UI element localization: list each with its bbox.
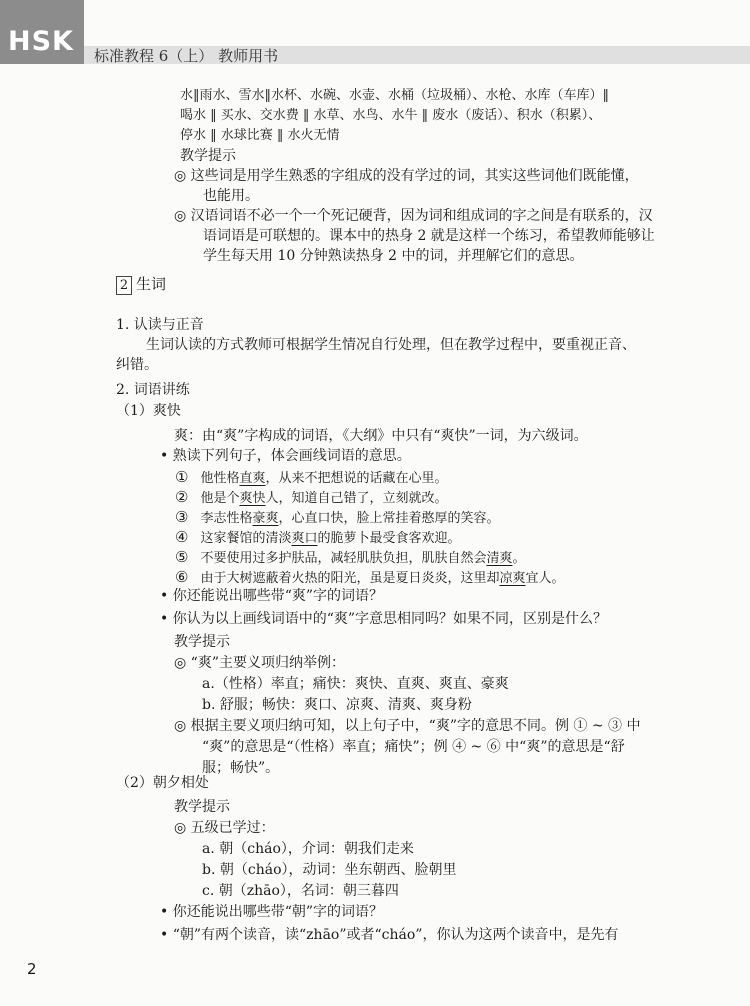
question-4: • “朝”有两个读音，读“zhāo”或者“cháo”，你认为这两个读音中，是先有 xyxy=(160,927,619,943)
subsection-1-line-2: 纠错。 xyxy=(116,357,158,373)
tip-2-line-1: ◎ 汉语词语不必一个一个死记硬背，因为词和组成词的字之间是有联系的，汉 xyxy=(174,208,653,224)
word-2-item-a: a. 朝（cháo），介词：朝我们走来 xyxy=(202,841,414,857)
word-2-item-b: b. 朝（cháo），动词：坐东朝西、脸朝里 xyxy=(202,862,457,878)
tip-b-line-1: ◎ 根据主要义项归纳可知，以上句子中，“爽”字的意思不同。例 ① ~ ③ 中 xyxy=(174,718,641,734)
word-2-tip-heading: 教学提示 xyxy=(174,799,230,815)
word-list-line-2: 喝水 ‖ 买水、交水费 ‖ 水草、水鸟、水牛 ‖ 废水（废话）、积水（积累）、 xyxy=(180,108,602,123)
example-sentence-6: ⑥ 由于大树遮蔽着火热的阳光，虽是夏日炎炎，这里却凉爽宜人。 xyxy=(175,568,565,586)
word-2-tip: ◎ 五级已学过： xyxy=(174,820,275,836)
tip-heading-2: 教学提示 xyxy=(174,634,230,650)
example-sentence-5: ⑤ 不要使用过多护肤品，减轻肌肤负担，肌肤自然会清爽。 xyxy=(175,548,526,566)
tip-a-2: b. 舒服；畅快：爽口、凉爽、清爽、爽身粉 xyxy=(202,697,472,713)
tip-1-line-2: 也能用。 xyxy=(203,188,259,204)
example-sentence-2: ② 他是个爽快人，知道自己错了，立刻就改。 xyxy=(175,488,448,506)
question-2: • 你认为以上画线词语中的“爽”字意思相同吗？如果不同，区别是什么？ xyxy=(160,611,608,627)
subsection-1-heading: 1. 认读与正音 xyxy=(116,317,204,333)
question-1: • 你还能说出哪些带“爽”字的词语？ xyxy=(160,588,384,604)
example-sentence-4: ④ 这家餐馆的清淡爽口的脆萝卜最受食客欢迎。 xyxy=(175,528,461,546)
tip-2-line-3: 学生每天用 10 分钟熟读热身 2 中的词，并理解它们的意思。 xyxy=(203,248,584,264)
subsection-2-heading: 2. 词语讲练 xyxy=(116,382,190,398)
book-title: 标准教程 6（上） 教师用书 xyxy=(94,47,279,65)
tip-b-line-2: “爽”的意思是“（性格）率直；痛快”；例 ④ ~ ⑥ 中“爽”的意思是“舒 xyxy=(202,739,625,755)
question-3: • 你还能说出哪些带“朝”字的词语？ xyxy=(160,904,384,920)
section-2-title: 生词 xyxy=(136,275,167,293)
word-2-item-c: c. 朝（zhāo），名词：朝三暮四 xyxy=(202,883,399,899)
subsection-1-line-1: 生词认读的方式教师可根据学生情况自行处理，但在教学过程中，要重视正音、 xyxy=(146,337,636,353)
word-list-line-3: 停水 ‖ 水球比赛 ‖ 水火无情 xyxy=(180,128,340,143)
hsk-logo-text: HSK xyxy=(8,26,74,57)
tip-2-line-2: 语词语是可联想的。课本中的热身 2 就是这样一个练习，希望教师能够让 xyxy=(203,228,655,244)
example-sentence-3: ③ 李志性格豪爽，心直口快，脸上常挂着憨厚的笑容。 xyxy=(175,508,500,526)
word-1-intro: 爽：由“爽”字构成的词语，《大纲》中只有“爽快”一词，为六级词。 xyxy=(174,428,588,444)
section-2-heading xyxy=(116,274,166,295)
tip-a: ◎ “爽”主要义项归纳举例： xyxy=(174,655,345,671)
tip-1-line-1: ◎ 这些词是用学生熟悉的字组成的没有学过的词，其实这些词他们既能懂， xyxy=(174,168,639,184)
page-number: 2 xyxy=(27,960,37,978)
section-number-box: 2 xyxy=(116,276,132,295)
tip-b-line-3: 服；畅快”。 xyxy=(202,760,280,776)
tip-heading: 教学提示 xyxy=(180,148,236,164)
word-2-heading: （2）朝夕相处 xyxy=(116,775,209,791)
example-sentence-1: ① 他性格直爽，从来不把想说的话藏在心里。 xyxy=(175,468,448,486)
word-1-heading: （1）爽快 xyxy=(116,403,181,419)
word-list-line-1: 水‖雨水、雪水‖水杯、水碗、水壶、水桶（垃圾桶）、水枪、水库（车库）‖ xyxy=(180,88,610,103)
word-1-task: • 熟读下列句子，体会画线词语的意思。 xyxy=(160,448,411,464)
tip-a-1: a.（性格）率直；痛快：爽快、直爽、爽直、豪爽 xyxy=(202,676,509,692)
